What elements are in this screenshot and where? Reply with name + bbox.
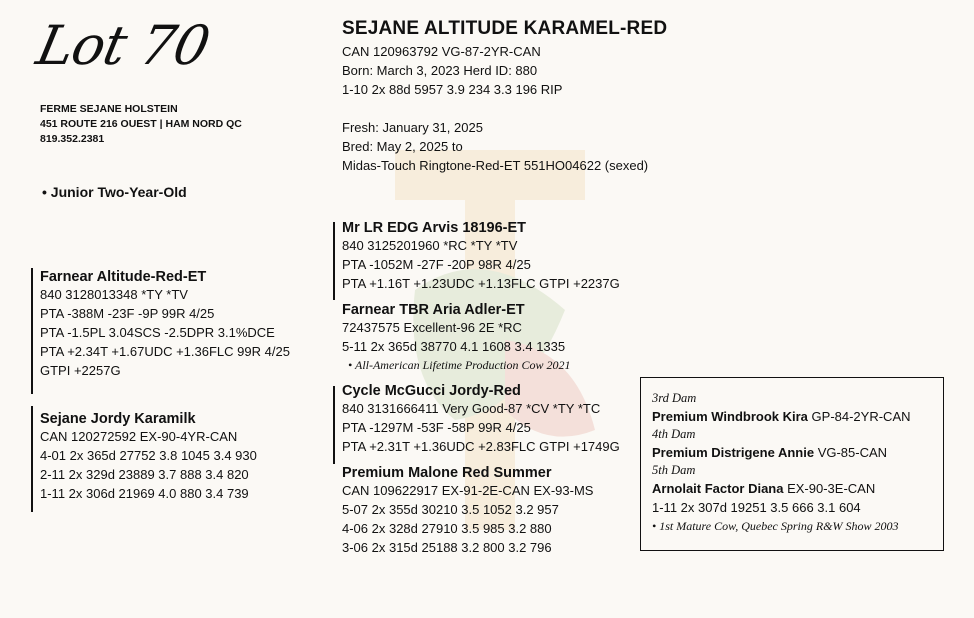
sire-dam-note: • All-American Lifetime Production Cow 2021 [348, 358, 571, 372]
third-dam-label: 3rd Dam [652, 391, 697, 405]
sire-bracket [31, 268, 33, 394]
sire-name: Farnear Altitude-Red-ET [40, 269, 207, 285]
sire-line: PTA -388M -23F -9P 99R 4/25 [40, 306, 215, 321]
fourth-dam-name: Premium Distrigene Annie [652, 445, 815, 460]
dam-dam-line: CAN 109622917 EX-91-2E-CAN EX-93-MS [342, 483, 594, 498]
sire-block [40, 269, 290, 380]
dam-dam-line: 3-06 2x 315d 25188 3.2 800 3.2 796 [342, 540, 552, 555]
dam-sire-block [342, 383, 620, 456]
dam-line: 2-11 2x 329d 23889 3.7 888 3.4 820 [40, 467, 249, 482]
sire-line: PTA +2.34T +1.67UDC +1.36FLC 99R 4/25 [40, 344, 290, 359]
dam-sire-line: PTA -1297M -53F -58P 99R 4/25 [342, 420, 531, 435]
sire-sire-block [342, 220, 620, 293]
dam-line: CAN 120272592 EX-90-4YR-CAN [40, 429, 238, 444]
animal-record: 1-10 2x 88d 5957 3.9 234 3.3 196 RIP [342, 82, 563, 97]
fifth-dam-label: 5th Dam [652, 463, 696, 477]
dam-dam-line: 4-06 2x 328d 27910 3.5 985 3.2 880 [342, 521, 552, 536]
third-dam-entry [652, 407, 911, 426]
deep-dams-box [640, 377, 944, 551]
dam-dam-block [342, 465, 593, 557]
sire-dam-name: Farnear TBR Aria Adler-ET [342, 302, 525, 318]
dam-block [40, 411, 257, 503]
animal-birth: Born: March 3, 2023 Herd ID: 880 [342, 63, 538, 78]
lot-title: Lot 70 [31, 14, 215, 77]
sire-dam-line: 5-11 2x 365d 38770 4.1 1608 3.4 1335 [342, 339, 566, 354]
third-dam-name: Premium Windbrook Kira [652, 409, 808, 424]
service-sire: Midas-Touch Ringtone-Red-ET 551HO04622 (sexed) [342, 158, 649, 173]
farm-name: FERME SEJANE HOLSTEIN [40, 103, 178, 115]
sire-sire-line: 840 3125201960 *RC *TY *TV [342, 238, 518, 253]
farm-phone: 819.352.2381 [40, 133, 105, 145]
dam-sire-line: PTA +2.31T +1.36UDC +2.83FLC GTPI +1749G [342, 439, 620, 454]
sire-dam-line: 72437575 Excellent-96 2E *RC [342, 320, 522, 335]
class-note: • Junior Two-Year-Old [42, 184, 187, 200]
fifth-dam-class: EX-90-3E-CAN [787, 481, 876, 496]
sire-line: GTPI +2257G [40, 363, 121, 378]
dam-dam-name: Premium Malone Red Summer [342, 465, 552, 481]
breeding-info [342, 118, 648, 175]
sire-sire-line: PTA +1.16T +1.23UDC +1.13FLC GTPI +2237G [342, 276, 620, 291]
third-dam-class: GP-84-2YR-CAN [811, 409, 911, 424]
fifth-dam-record: 1-11 2x 307d 19251 3.5 666 3.1 604 [652, 500, 861, 515]
fifth-dam-note: • 1st Mature Cow, Quebec Spring R&W Show 2003 [652, 519, 899, 533]
dam-sire-name: Cycle McGucci Jordy-Red [342, 383, 521, 399]
farm-address: 451 ROUTE 216 OUEST | HAM NORD QC [40, 118, 242, 130]
sire-line: PTA -1.5PL 3.04SCS -2.5DPR 3.1%DCE [40, 325, 275, 340]
animal-name: SEJANE ALTITUDE KARAMEL-RED [342, 18, 668, 39]
sire-sire-name: Mr LR EDG Arvis 18196-ET [342, 220, 526, 236]
dam-name: Sejane Jordy Karamilk [40, 411, 196, 427]
sire-sire-bracket [333, 222, 335, 300]
fresh-date: Fresh: January 31, 2025 [342, 120, 483, 135]
fourth-dam-class: VG-85-CAN [817, 445, 888, 460]
fifth-dam-name: Arnolait Factor Diana [652, 481, 784, 496]
sire-sire-line: PTA -1052M -27F -20P 98R 4/25 [342, 257, 531, 272]
fifth-dam-entry [652, 479, 911, 498]
animal-info [342, 18, 667, 99]
dam-bracket [31, 406, 33, 512]
sire-line: 840 3128013348 *TY *TV [40, 287, 188, 302]
dam-sire-line: 840 3131666411 Very Good-87 *CV *TY *TC [342, 401, 601, 416]
bred-date: Bred: May 2, 2025 to [342, 139, 463, 154]
dam-sire-bracket [333, 386, 335, 464]
fourth-dam-label: 4th Dam [652, 427, 696, 441]
farm-info [40, 102, 242, 147]
animal-registration: CAN 120963792 VG-87-2YR-CAN [342, 44, 541, 59]
dam-line: 1-11 2x 306d 21969 4.0 880 3.4 739 [40, 486, 249, 501]
dam-line: 4-01 2x 365d 27752 3.8 1045 3.4 930 [40, 448, 257, 463]
dam-dam-line: 5-07 2x 355d 30210 3.5 1052 3.2 957 [342, 502, 559, 517]
fourth-dam-entry [652, 443, 911, 462]
sire-dam-block [342, 302, 571, 374]
